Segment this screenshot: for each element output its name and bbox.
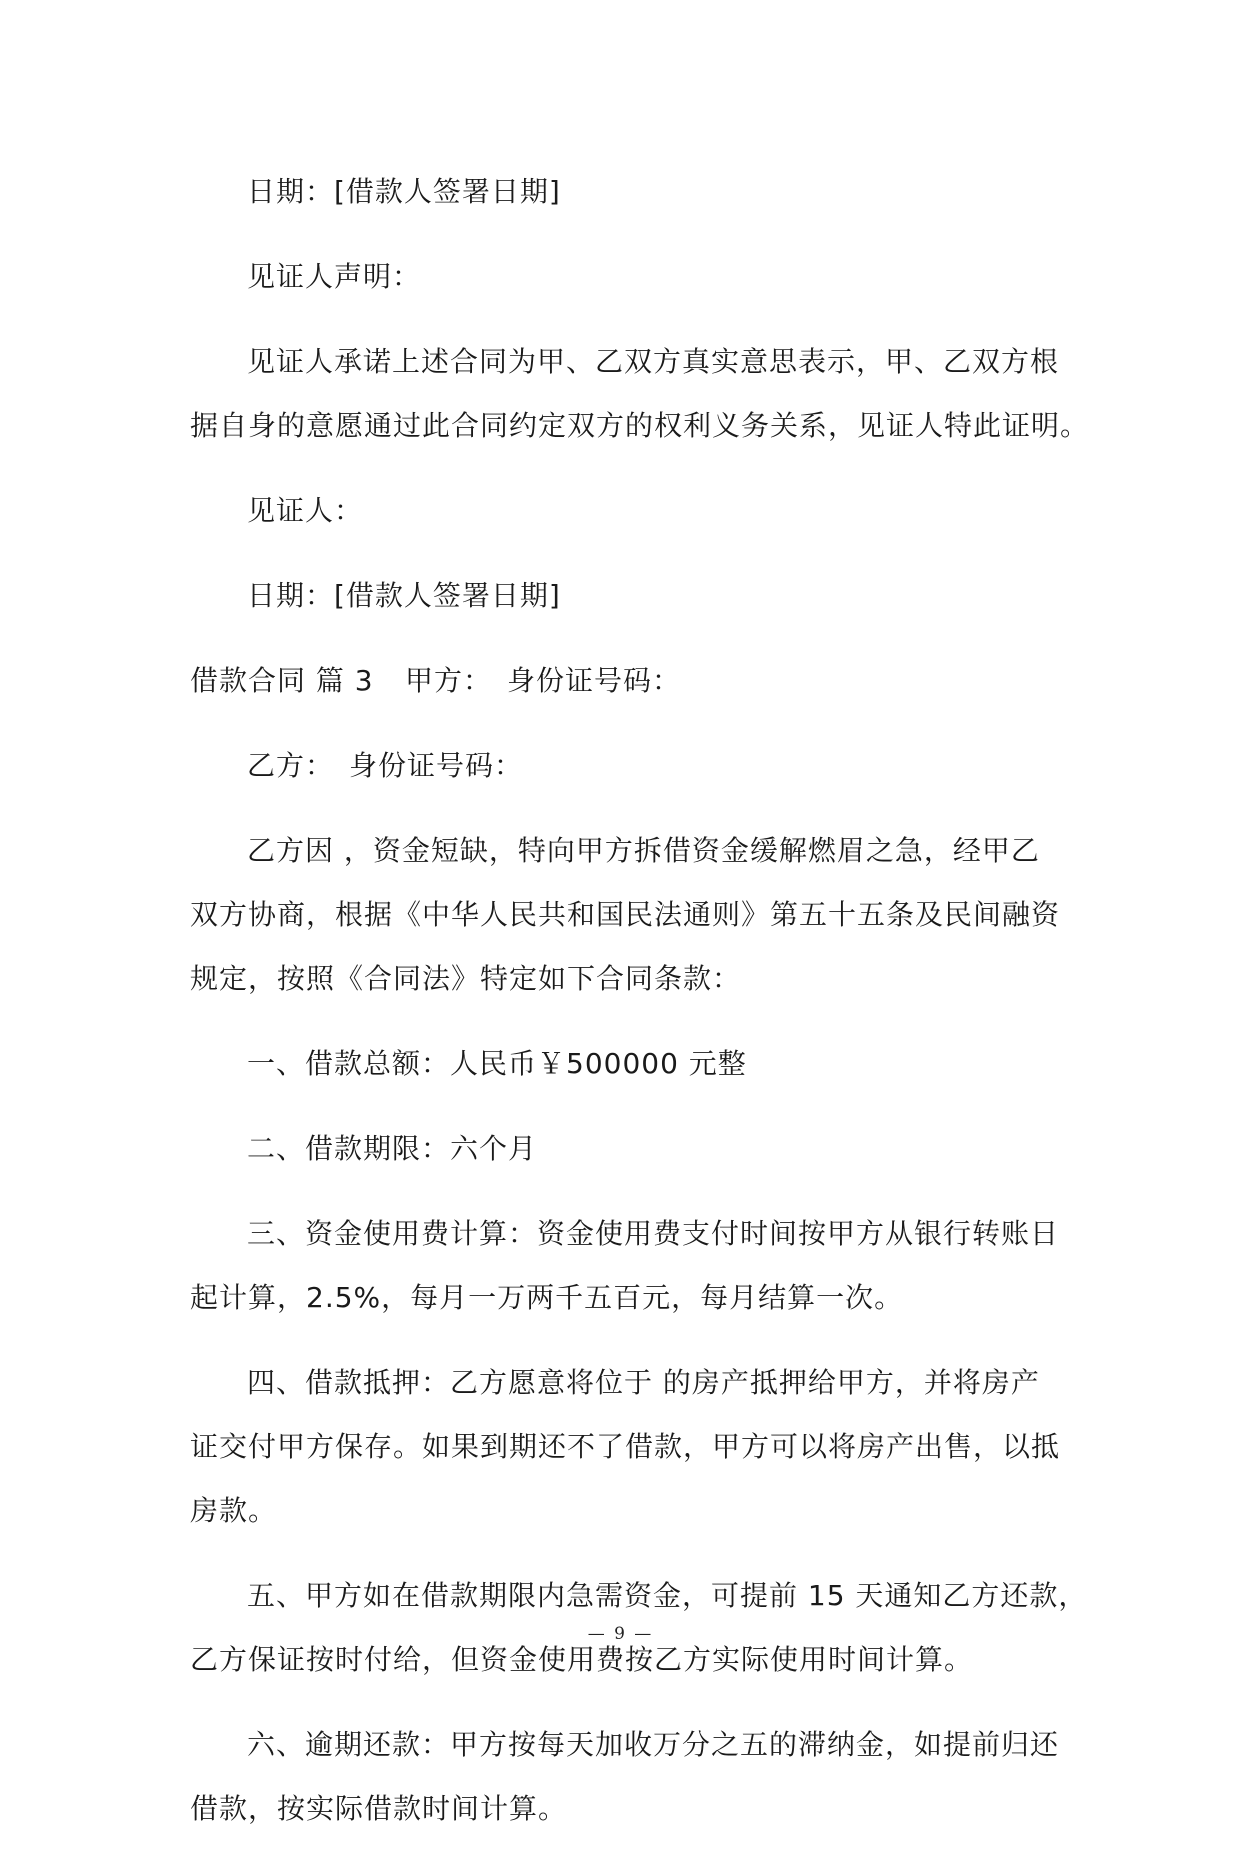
- paragraph-clause-1: [190, 1032, 1050, 1096]
- party-a-label: 甲方：: [405, 664, 493, 697]
- text-line: 日期：[借款人签署日期]: [247, 579, 561, 612]
- text-line: 乙方因 ，资金短缺，特向甲方拆借资金缓解燃眉之急，经甲乙: [247, 834, 1040, 867]
- party-b-label: 乙方：: [247, 749, 335, 782]
- paragraph-party-b: [190, 734, 1050, 798]
- text-line: 一、借款总额：人民币￥500000 元整: [247, 1047, 747, 1080]
- text-line: 五、甲方如在借款期限内急需资金，可提前 15 天通知乙方还款，: [247, 1579, 1088, 1612]
- party-b-id-label: 身份证号码：: [349, 749, 524, 782]
- text-line: 房款。: [190, 1494, 278, 1527]
- text-line: 见证人声明：: [247, 260, 422, 293]
- paragraph-witness-statement: [190, 330, 1090, 458]
- text-line: 双方协商，根据《中华人民共和国民法通则》第五十五条及民间融资: [190, 898, 1061, 931]
- text-line: 二、借款期限：六个月: [247, 1132, 538, 1165]
- text-line: 三、资金使用费计算：资金使用费支付时间按甲方从银行转账日: [247, 1217, 1060, 1250]
- text-line: 四、借款抵押：乙方愿意将位于 的房产抵押给甲方，并将房产: [247, 1366, 1040, 1399]
- text-line: 见证人承诺上述合同为甲、乙双方真实意思表示，甲、乙双方根: [247, 345, 1060, 378]
- text-line: 借款，按实际借款时间计算。: [190, 1792, 568, 1825]
- page-number: — 9 —: [587, 1624, 654, 1644]
- paragraph-date-1: [190, 160, 1050, 224]
- party-a-id-label: 身份证号码：: [507, 664, 682, 697]
- text-line: 六、逾期还款：甲方按每天加收万分之五的滞纳金，如提前归还: [247, 1728, 1060, 1761]
- paragraph-date-2: [190, 564, 1050, 628]
- text-line: 日期：[借款人签署日期]: [247, 175, 561, 208]
- paragraph-clause-6: [190, 1713, 1060, 1841]
- contract-title: 借款合同 篇 3: [190, 664, 374, 697]
- paragraph-clause-2: [190, 1117, 1050, 1181]
- contract-title-line: [190, 649, 1050, 713]
- paragraph-preamble: [190, 819, 1061, 1011]
- text-line: 据自身的意愿通过此合同约定双方的权利义务关系，见证人特此证明。: [190, 409, 1090, 442]
- paragraph-witness-statement-heading: [190, 245, 1050, 309]
- text-line: 起计算，2.5%，每月一万两千五百元，每月结算一次。: [190, 1281, 904, 1314]
- text-line: 证交付甲方保存。如果到期还不了借款，甲方可以将房产出售，以抵: [190, 1430, 1061, 1463]
- document-body: [190, 160, 1090, 1862]
- paragraph-clause-3: [190, 1202, 1060, 1330]
- text-line: 规定，按照《合同法》特定如下合同条款：: [190, 962, 742, 995]
- paragraph-contract-title: [190, 649, 1050, 713]
- paragraph-clause-4: [190, 1351, 1061, 1543]
- text-line: 见证人：: [247, 494, 364, 527]
- text-line: 乙方保证按时付给，但资金使用费按乙方实际使用时间计算。: [190, 1643, 974, 1676]
- paragraph-witness: [190, 479, 1050, 543]
- party-b-line: [190, 734, 1050, 798]
